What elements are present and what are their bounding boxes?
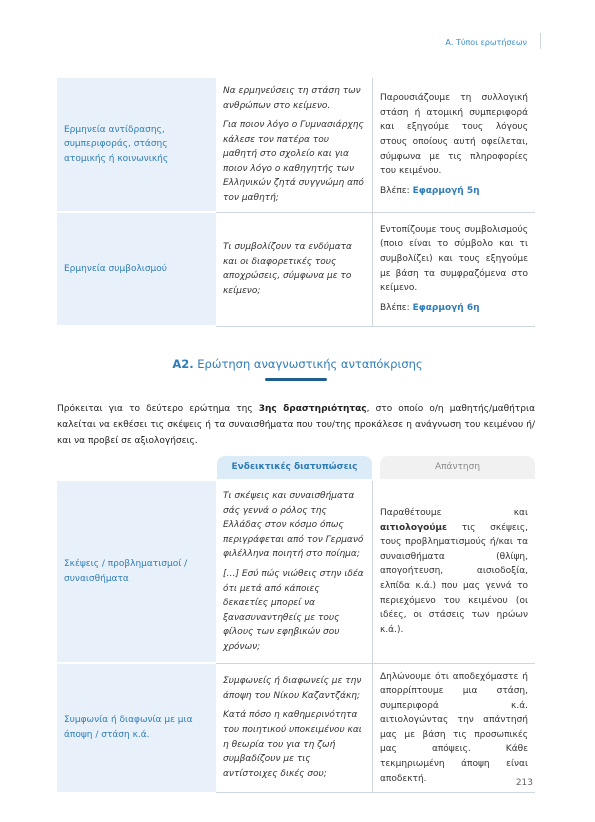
prompts-cell [216, 78, 373, 212]
answer-cell [373, 663, 536, 793]
answer-cell [373, 78, 536, 212]
answer-text: Εντοπίζουμε τους συμβολισμούς (ποιο είναι το σύμβολο και τι συμβολίζει) και τους εξηγούμε με βάση τα συμφραζόμενα στο κείμενο. [380, 224, 528, 294]
table-a2 [57, 481, 535, 794]
section-title-underline [265, 378, 327, 381]
criterion-cell: Συμφωνία ή διαφωνία με μια άποψη / στάση κ.ά. [57, 663, 216, 793]
criterion-cell: Ερμηνεία αντίδρασης, συμπεριφοράς, στάσης ατομικής ή κοινωνικής [57, 78, 216, 212]
answer-bold-text: αιτιολογούμε [380, 522, 448, 533]
answer-text-part: Παραθέτουμε και [380, 508, 528, 519]
column-header-answer: Απάντηση [380, 456, 535, 479]
section-number: Α2. [172, 357, 194, 371]
prompts-cell [216, 481, 373, 663]
table-row [57, 78, 535, 212]
table-row [57, 481, 535, 663]
answer-text: Δηλώνουμε ότι αποδεχόμαστε ή απορρίπτουμε μια στάση, συμπεριφορά κ.ά. αιτιολογώντας την απάντησή μας με βάση τις προσωπικές μας απόψεις. Κάθε τεκμηριωμένη άποψη είναι αποδεκτή. [380, 671, 528, 784]
prompt-text: Να ερμηνεύσεις τη στάση των ανθρώπων στο κείμενο. [223, 86, 361, 111]
criterion-cell: Σκέψεις / προβληματισμοί / συναισθήματα [57, 481, 216, 663]
intro-bold-text: 3ης δραστηριότητας [258, 404, 367, 414]
prompt-text: Τι συμβολίζουν τα ενδύματα και οι διαφορετικές τους αποχρώσεις, σύμφωνα με το κείμενο; [223, 241, 352, 296]
criterion-cell: Ερμηνεία συμβολισμού [57, 212, 216, 326]
header-divider [540, 33, 541, 49]
see-reference [380, 184, 528, 199]
answer-cell [373, 212, 536, 326]
prompt-text: Για ποιον λόγο ο Γυμνασιάρχης κάλεσε τον πατέρα του μαθητή στο σχολείο και για ποιον λόγο ο καθηγητής των Ελληνικών ζητά συγγνώμη από τον μαθητή; [223, 120, 364, 204]
prompt-text: Κατά πόσο η καθημερινότητα του ποιητικού υποκειμένου και η θεωρία του για τη ζωή συμβαδίζουν με τις αντίστοιχες δικές σου; [223, 710, 362, 779]
answer-text [380, 506, 528, 637]
prompt-text: Συμφωνείς ή διαφωνείς με την άποψη του Νίκου Καζαντζάκη; [223, 676, 362, 701]
section-title [0, 357, 595, 371]
prompt-text: Τι σκέψεις και συναισθήματα σάς γεννά ο ρόλος της Ελλάδας στον κόσμο όπως περιγράφεται από τον Γερμανό φιλέλληνα ποιητή στο ποίημα; [223, 491, 364, 560]
answer-text: Παρουσιάζουμε τη συλλογική στάση ή ατομική συμπεριφορά και εξηγούμε τους λόγους στους οποίους αυτή οφείλεται, σύμφωνα με τις πληροφορίες του κειμένου. [380, 93, 528, 177]
page-number: 213 [515, 778, 533, 788]
answer-text-part: τις σκέψεις, τους προβληματισμούς ή/και τα συναισθήματα (θλίψη, απογοήτευση, αισιοδοξία, ελπίδα κ.ά.) που μας γεννά το περιεχόμενο του κειμένου (οι ιδέες, οι στάσεις των ηρώων κ.ά.). [380, 522, 528, 635]
prompts-cell [216, 212, 373, 326]
answer-cell [373, 481, 536, 663]
application-link[interactable]: Εφαρμογή 5η [412, 185, 480, 196]
table-a1 [57, 78, 535, 327]
intro-text: Πρόκειται για το δεύτερο ερώτημα της [57, 404, 259, 414]
intro-text: , στο οποίο ο/η μαθητής/μαθήτρια καλείται να εκθέσει τις σκέψεις ή τα συναισθήματα που του/της προκάλεσε η ανάγνωση του κειμένου ή/και να προβεί σε αξιολογήσεις. [57, 404, 535, 446]
prompt-text: […] Εσύ πώς νιώθεις στην ιδέα ότι μετά από κάποιες δεκαετίες μπορεί να ξανασυναντηθείς με τους φίλους των εφηβικών σου χρόνων; [223, 568, 364, 652]
see-label: Βλέπε: [380, 302, 410, 313]
see-reference [380, 301, 528, 316]
section-title-text: Ερώτηση αναγνωστικής ανταπόκρισης [197, 357, 423, 371]
table-row [57, 663, 535, 793]
prompts-cell [216, 663, 373, 793]
application-link[interactable]: Εφαρμογή 6η [412, 302, 480, 313]
table-row [57, 212, 535, 326]
column-header-prompts: Ενδεικτικές διατυπώσεις [217, 456, 372, 479]
section-header-label: Α. Τύποι ερωτήσεων [445, 38, 527, 47]
see-label: Βλέπε: [380, 185, 410, 196]
intro-paragraph [57, 402, 535, 449]
